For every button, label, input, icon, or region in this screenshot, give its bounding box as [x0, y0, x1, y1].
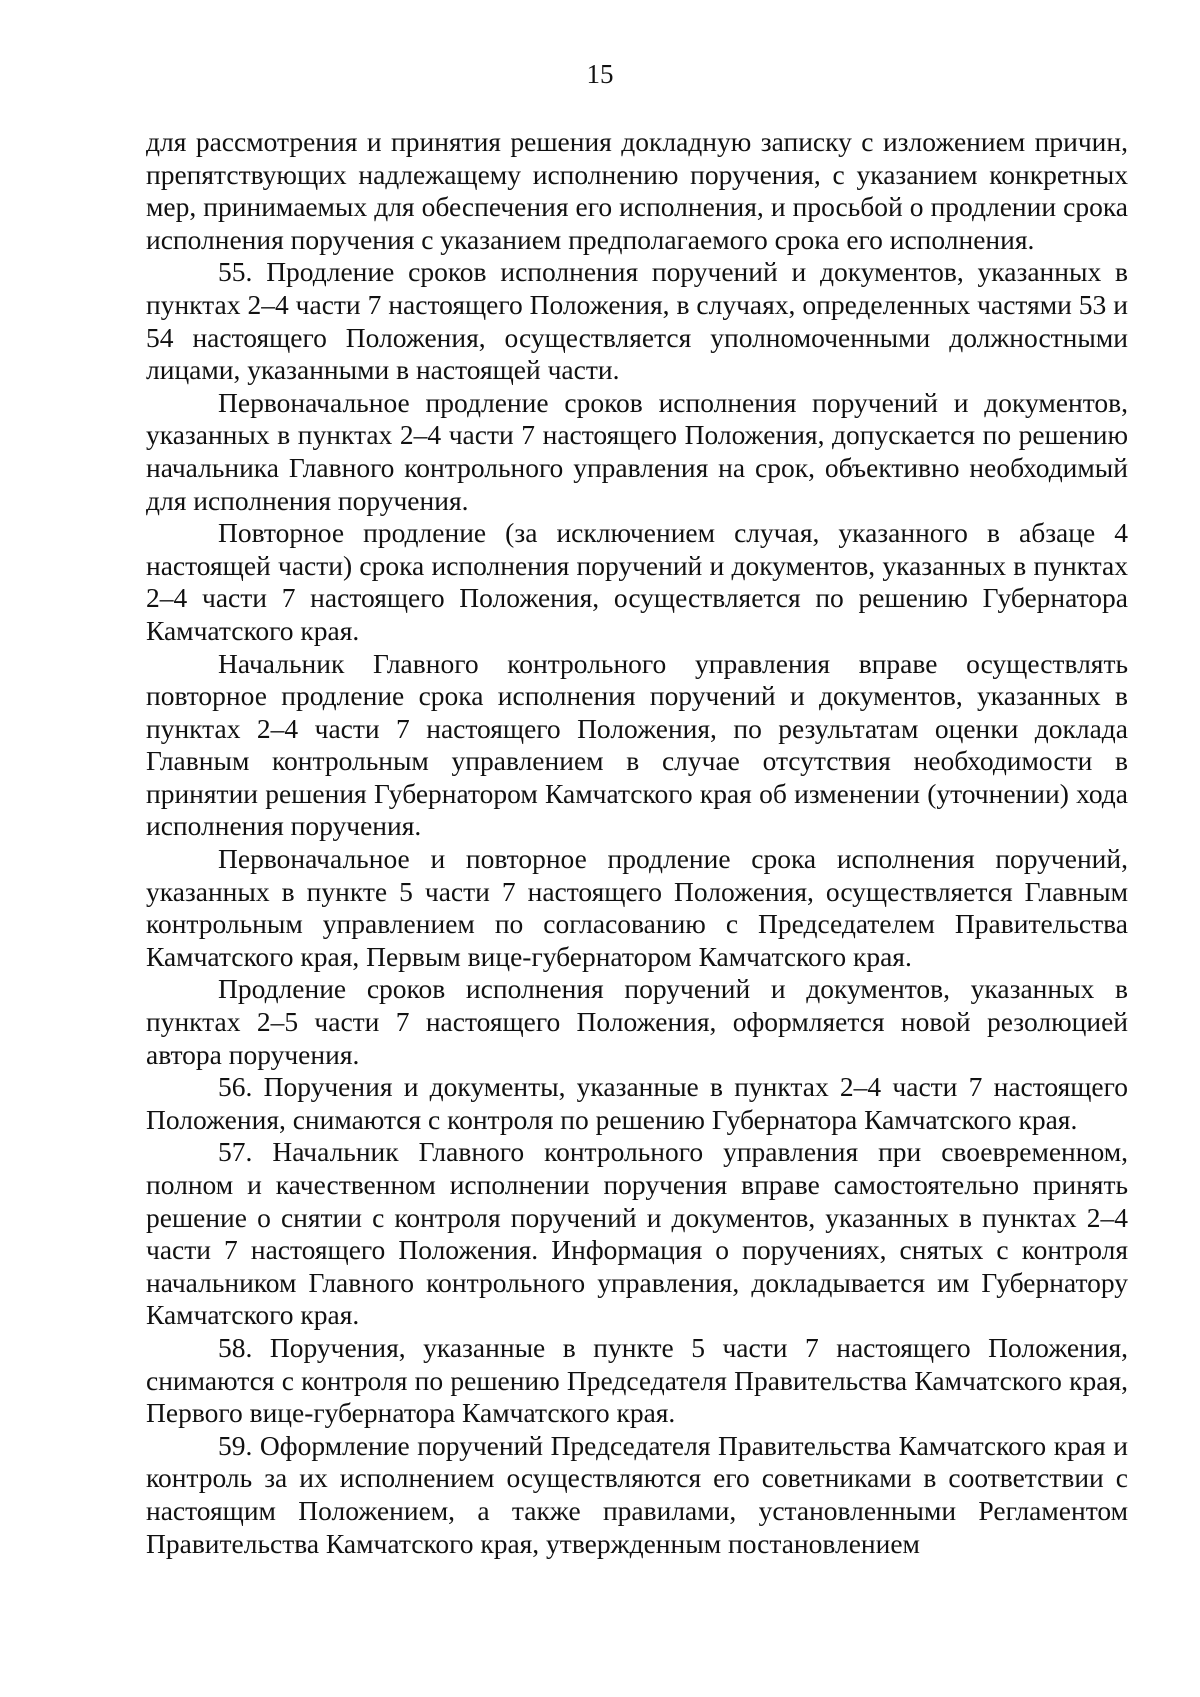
- paragraph-55-repeat-extension: Повторное продление (за исключением случая, указанного в абзаце 4 настоящей части) срока исполнения поручений и документов, указанных в пунктах 2–4 части 7 настоящего Положения, осуществляется по решению Губернатора Камчатского края.: [146, 517, 1128, 646]
- paragraph-58: 58. Поручения, указанные в пункте 5 части 7 настоящего Положения, снимаются с контроля по решению Председателя Правительства Камчатского края, Первого вице-губернатора Камчатского края.: [146, 1331, 1128, 1429]
- document-body: [146, 126, 1128, 1560]
- paragraph-55-item-5-extension: Первоначальное и повторное продление срока исполнения поручений, указанных в пункте 5 части 7 настоящего Положения, осуществляется Главным контрольным управлением по согласованию с Председателем Правительства Камчатского края, Первым вице-губернатором Камчатского края.: [146, 843, 1128, 972]
- paragraph-continuation: для рассмотрения и принятия решения докладную записку с изложением причин, препятствующих надлежащему исполнению поручения, с указанием конкретных мер, принимаемых для обеспечения его исполнения, и просьбой о продлении срока исполнения поручения с указанием предполагаемого срока его исполнения.: [146, 126, 1128, 255]
- paragraph-55-head-authority: Начальник Главного контрольного управления вправе осуществлять повторное продление срока исполнения поручений и документов, указанных в пунктах 2–4 части 7 настоящего Положения, по результатам оценки доклада Главным контрольным управлением в случае отсутствия необходимости в принятии решения Губернатором Камчатского края об изменении (уточнении) хода исполнения поручения.: [146, 647, 1128, 842]
- page-number: 15: [586, 59, 614, 89]
- paragraph-55-initial-extension: Первоначальное продление сроков исполнения поручений и документов, указанных в пунктах 2–4 части 7 настоящего Положения, допускается по решению начальника Главного контрольного управления на срок, объективно необходимый для исполнения поручения.: [146, 386, 1128, 516]
- paragraph-55: 55. Продление сроков исполнения поручений и документов, указанных в пунктах 2–4 части 7 настоящего Положения, в случаях, определенных частями 53 и 54 настоящего Положения, осуществляется уполномоченными должностными лицами, указанными в настоящей части.: [146, 256, 1128, 386]
- paragraph-55-new-resolution: Продление сроков исполнения поручений и документов, указанных в пунктах 2–5 части 7 настоящего Положения, оформляется новой резолюцией автора поручения.: [146, 973, 1128, 1070]
- paragraph-59: 59. Оформление поручений Председателя Правительства Камчатского края и контроль за их исполнением осуществляются его советниками в соответствии с настоящим Положением, а также правилами, установленными Регламентом Правительства Камчатского края, утвержденным постановлением: [146, 1429, 1128, 1559]
- paragraph-56: 56. Поручения и документы, указанные в пунктах 2–4 части 7 настоящего Положения, снимаются с контроля по решению Губернатора Камчатского края.: [146, 1071, 1128, 1135]
- paragraph-57: 57. Начальник Главного контрольного управления при своевременном, полном и качественном исполнении поручения вправе самостоятельно принять решение о снятии с контроля поручений и документов, указанных в пунктах 2–4 части 7 настоящего Положения. Информация о поручениях, снятых с контроля начальником Главного контрольного управления, докладывается им Губернатору Камчатского края.: [146, 1136, 1128, 1331]
